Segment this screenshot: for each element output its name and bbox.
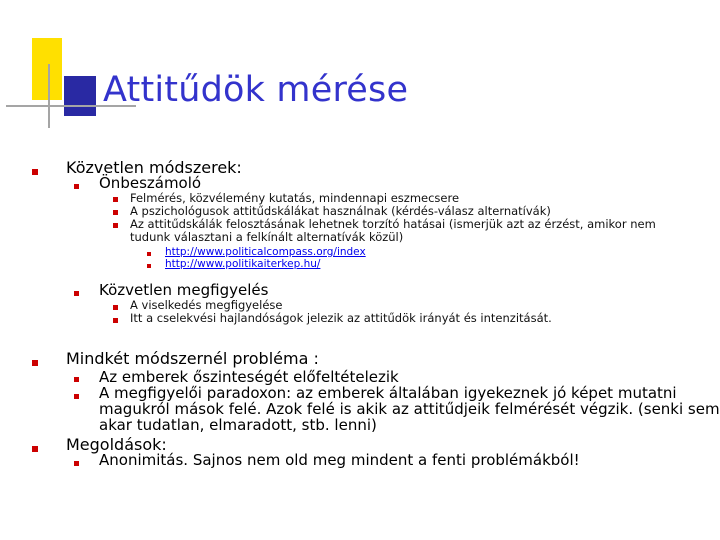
observation-item: Itt a cselekvési hajlandóságok jelezik az attitűdök irányát és intenzitását.	[130, 311, 552, 325]
bullet-marker	[74, 394, 79, 399]
bullet-marker	[113, 210, 118, 215]
self-report-item: Felmérés, közvélemény kutatás, mindennapi eszmecsere	[130, 191, 460, 205]
self-report-item-continuation: tudunk választani a felkínált alternatívák közül)	[130, 230, 404, 244]
bullet-marker	[147, 252, 151, 256]
slide-title: Attitűdök mérése	[103, 70, 409, 110]
bullet-marker	[113, 305, 118, 310]
problem-item: A megfigyelői paradoxon: az emberek általában igyekeznek jó képet mutatni	[99, 384, 677, 402]
problem-item: Az emberek őszinteségét előfeltételezik	[99, 368, 399, 386]
section-problem-label: Mindkét módszernél probléma :	[66, 349, 319, 368]
observation-item: A viselkedés megfigyelése	[130, 298, 283, 312]
deco-blue-square	[64, 76, 96, 116]
bullet-marker	[74, 461, 79, 466]
self-report-label: Önbeszámoló	[99, 174, 202, 192]
bullet-marker	[113, 318, 118, 323]
self-report-item: Az attitűdskálák felosztásának lehetnek torzító hatásai (ismerjük azt az érzést, amikor nem	[130, 217, 656, 231]
link-politikai-terkep[interactable]: http://www.politikaiterkep.hu/	[165, 258, 321, 270]
deco-yellow-square	[32, 38, 62, 100]
bullet-marker	[113, 197, 118, 202]
bullet-marker	[74, 377, 79, 382]
self-report-item: A pszichológusok attitűdskálákat használnak (kérdés-válasz alternatívák)	[130, 204, 551, 218]
bullet-marker	[32, 446, 38, 452]
bullet-marker	[74, 184, 79, 189]
problem-item-continuation: magukról mások felé. Azok felé is akik az attitűdjeik felmérését végzik. (senki sem	[99, 400, 720, 418]
problem-item-continuation: akar tudatlan, elmaradott, stb. lenni)	[99, 416, 377, 434]
solution-item: Anonimitás. Sajnos nem old meg mindent a fenti problémákból!	[99, 451, 580, 469]
observation-label: Közvetlen megfigyelés	[99, 281, 269, 299]
deco-vertical-line	[48, 64, 50, 128]
bullet-marker	[32, 360, 38, 366]
link-political-compass[interactable]: http://www.politicalcompass.org/index	[165, 246, 366, 258]
bullet-marker	[113, 223, 118, 228]
section-direct-label: Közvetlen módszerek:	[66, 158, 242, 177]
bullet-marker	[32, 169, 38, 175]
bullet-marker	[147, 264, 151, 268]
bullet-marker	[74, 291, 79, 296]
section-solution-label: Megoldások:	[66, 435, 167, 454]
